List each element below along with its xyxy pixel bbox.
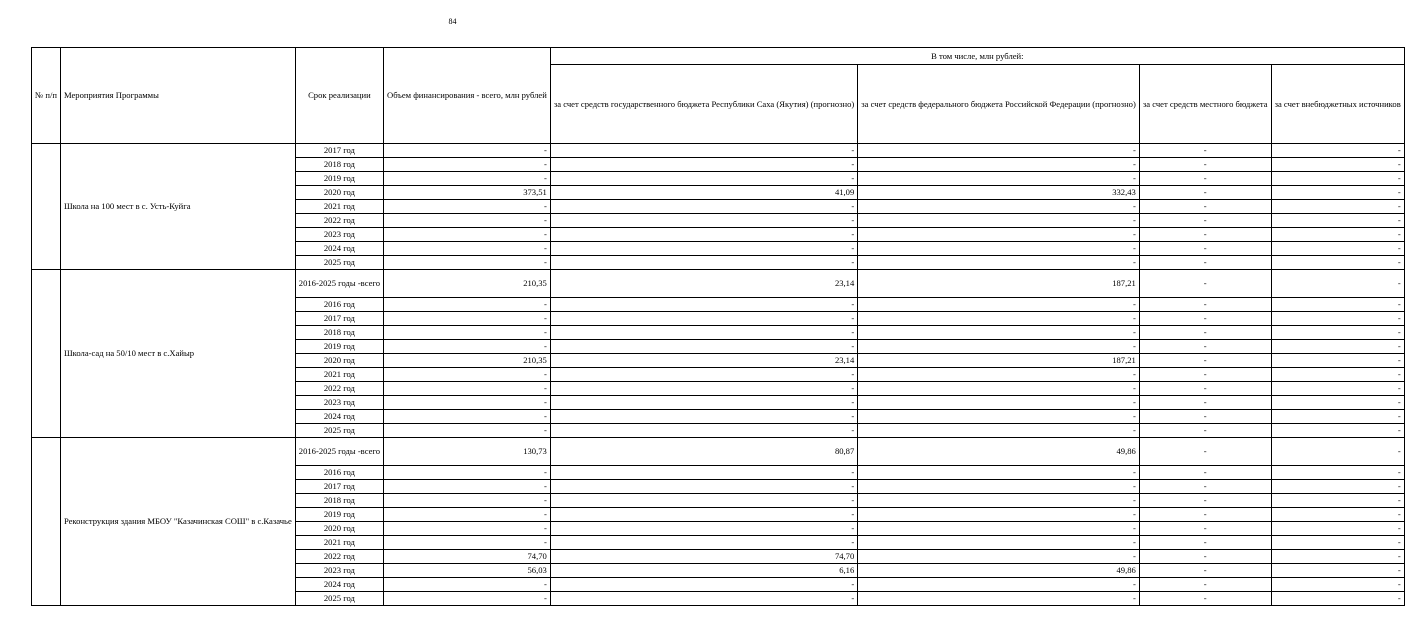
local-budget-cell: - xyxy=(1139,480,1271,494)
period-cell: 2017 год xyxy=(295,144,383,158)
total-cell: - xyxy=(384,298,551,312)
total-cell: - xyxy=(384,200,551,214)
state-budget-cell: - xyxy=(550,410,857,424)
extra-budget-cell: - xyxy=(1271,424,1404,438)
header-including: В том числе, млн рублей: xyxy=(550,48,1404,65)
extra-budget-cell: - xyxy=(1271,326,1404,340)
federal-budget-cell: - xyxy=(858,424,1140,438)
local-budget-cell: - xyxy=(1139,186,1271,200)
extra-budget-cell: - xyxy=(1271,256,1404,270)
federal-budget-cell: - xyxy=(858,158,1140,172)
federal-budget-cell: - xyxy=(858,340,1140,354)
federal-budget-cell: - xyxy=(858,382,1140,396)
header-total: Объем финансирования - всего, млн рублей xyxy=(384,48,551,144)
period-cell: 2017 год xyxy=(295,312,383,326)
period-cell: 2018 год xyxy=(295,158,383,172)
extra-budget-cell: - xyxy=(1271,480,1404,494)
state-budget-cell: 6,16 xyxy=(550,564,857,578)
federal-budget-cell: - xyxy=(858,242,1140,256)
state-budget-cell: 74,70 xyxy=(550,550,857,564)
extra-budget-cell: - xyxy=(1271,396,1404,410)
local-budget-cell: - xyxy=(1139,396,1271,410)
period-cell: 2025 год xyxy=(295,424,383,438)
local-budget-cell: - xyxy=(1139,144,1271,158)
total-cell: - xyxy=(384,592,551,606)
local-budget-cell: - xyxy=(1139,354,1271,368)
state-budget-cell: 23,14 xyxy=(550,354,857,368)
federal-budget-cell: 187,21 xyxy=(858,354,1140,368)
state-budget-cell: 41,09 xyxy=(550,186,857,200)
local-budget-cell: - xyxy=(1139,410,1271,424)
period-cell: 2023 год xyxy=(295,396,383,410)
extra-budget-cell: - xyxy=(1271,312,1404,326)
extra-budget-cell: - xyxy=(1271,270,1404,298)
local-budget-cell: - xyxy=(1139,522,1271,536)
period-cell: 2022 год xyxy=(295,214,383,228)
period-cell: 2018 год xyxy=(295,326,383,340)
local-budget-cell: - xyxy=(1139,382,1271,396)
state-budget-cell: - xyxy=(550,312,857,326)
total-cell: - xyxy=(384,410,551,424)
local-budget-cell: - xyxy=(1139,214,1271,228)
extra-budget-cell: - xyxy=(1271,536,1404,550)
federal-budget-cell: - xyxy=(858,410,1140,424)
state-budget-cell: 80,87 xyxy=(550,438,857,466)
period-cell: 2024 год xyxy=(295,578,383,592)
federal-budget-cell: 332,43 xyxy=(858,186,1140,200)
total-cell: - xyxy=(384,368,551,382)
total-cell: 74,70 xyxy=(384,550,551,564)
state-budget-cell: - xyxy=(550,494,857,508)
period-cell: 2016-2025 годы -всего xyxy=(295,270,383,298)
period-cell: 2023 год xyxy=(295,564,383,578)
page-number: 84 xyxy=(448,17,457,26)
local-budget-cell: - xyxy=(1139,228,1271,242)
extra-budget-cell: - xyxy=(1271,172,1404,186)
state-budget-cell: 23,14 xyxy=(550,270,857,298)
period-cell: 2022 год xyxy=(295,550,383,564)
state-budget-cell: - xyxy=(550,158,857,172)
federal-budget-cell: 187,21 xyxy=(858,270,1140,298)
period-cell: 2022 год xyxy=(295,382,383,396)
local-budget-cell: - xyxy=(1139,578,1271,592)
total-cell: - xyxy=(384,340,551,354)
funding-table xyxy=(31,47,1405,606)
total-cell: 210,35 xyxy=(384,270,551,298)
period-cell: 2023 год xyxy=(295,228,383,242)
state-budget-cell: - xyxy=(550,508,857,522)
local-budget-cell: - xyxy=(1139,200,1271,214)
total-cell: - xyxy=(384,536,551,550)
federal-budget-cell: - xyxy=(858,480,1140,494)
extra-budget-cell: - xyxy=(1271,158,1404,172)
local-budget-cell: - xyxy=(1139,340,1271,354)
summary-row xyxy=(32,438,1405,466)
total-cell: - xyxy=(384,466,551,480)
state-budget-cell: - xyxy=(550,522,857,536)
total-cell: - xyxy=(384,228,551,242)
period-cell: 2021 год xyxy=(295,368,383,382)
local-budget-cell: - xyxy=(1139,550,1271,564)
extra-budget-cell: - xyxy=(1271,466,1404,480)
total-cell: - xyxy=(384,214,551,228)
local-budget-cell: - xyxy=(1139,564,1271,578)
table-row xyxy=(32,144,1405,158)
federal-budget-cell: - xyxy=(858,592,1140,606)
extra-budget-cell: - xyxy=(1271,382,1404,396)
period-cell: 2016-2025 годы -всего xyxy=(295,438,383,466)
period-cell: 2016 год xyxy=(295,298,383,312)
total-cell: 130,73 xyxy=(384,438,551,466)
period-cell: 2024 год xyxy=(295,242,383,256)
federal-budget-cell: - xyxy=(858,396,1140,410)
period-cell: 2019 год xyxy=(295,508,383,522)
total-cell: - xyxy=(384,522,551,536)
state-budget-cell: - xyxy=(550,326,857,340)
extra-budget-cell: - xyxy=(1271,592,1404,606)
activity-name-cell: Школа на 100 мест в с. Усть-Куйга xyxy=(60,144,295,270)
total-cell: - xyxy=(384,172,551,186)
extra-budget-cell: - xyxy=(1271,242,1404,256)
state-budget-cell: - xyxy=(550,396,857,410)
total-cell: - xyxy=(384,256,551,270)
federal-budget-cell: 49,86 xyxy=(858,564,1140,578)
total-cell: - xyxy=(384,578,551,592)
federal-budget-cell: - xyxy=(858,200,1140,214)
summary-row xyxy=(32,270,1405,298)
state-budget-cell: - xyxy=(550,340,857,354)
row-number-cell xyxy=(32,144,61,270)
local-budget-cell: - xyxy=(1139,312,1271,326)
total-cell: - xyxy=(384,424,551,438)
total-cell: - xyxy=(384,508,551,522)
extra-budget-cell: - xyxy=(1271,564,1404,578)
local-budget-cell: - xyxy=(1139,298,1271,312)
state-budget-cell: - xyxy=(550,144,857,158)
header-state-budget: за счет средств государственного бюджета Республики Саха (Якутия) (прогнозно) xyxy=(550,65,857,144)
total-cell: - xyxy=(384,326,551,340)
total-cell: - xyxy=(384,144,551,158)
local-budget-cell: - xyxy=(1139,592,1271,606)
federal-budget-cell: - xyxy=(858,298,1140,312)
local-budget-cell: - xyxy=(1139,270,1271,298)
extra-budget-cell: - xyxy=(1271,522,1404,536)
period-cell: 2016 год xyxy=(295,466,383,480)
state-budget-cell: - xyxy=(550,298,857,312)
local-budget-cell: - xyxy=(1139,172,1271,186)
period-cell: 2025 год xyxy=(295,256,383,270)
local-budget-cell: - xyxy=(1139,158,1271,172)
local-budget-cell: - xyxy=(1139,466,1271,480)
extra-budget-cell: - xyxy=(1271,368,1404,382)
total-cell: - xyxy=(384,312,551,326)
total-cell: - xyxy=(384,242,551,256)
total-cell: - xyxy=(384,396,551,410)
period-cell: 2019 год xyxy=(295,172,383,186)
extra-budget-cell: - xyxy=(1271,228,1404,242)
federal-budget-cell: - xyxy=(858,536,1140,550)
period-cell: 2019 год xyxy=(295,340,383,354)
header-number: № п/п xyxy=(32,48,61,144)
federal-budget-cell: - xyxy=(858,144,1140,158)
state-budget-cell: - xyxy=(550,242,857,256)
extra-budget-cell: - xyxy=(1271,340,1404,354)
extra-budget-cell: - xyxy=(1271,200,1404,214)
extra-budget-cell: - xyxy=(1271,438,1404,466)
total-cell: - xyxy=(384,382,551,396)
federal-budget-cell: - xyxy=(858,326,1140,340)
extra-budget-cell: - xyxy=(1271,508,1404,522)
federal-budget-cell: - xyxy=(858,494,1140,508)
row-number-cell xyxy=(32,438,61,606)
header-activity: Мероприятия Программы xyxy=(60,48,295,144)
state-budget-cell: - xyxy=(550,256,857,270)
extra-budget-cell: - xyxy=(1271,550,1404,564)
state-budget-cell: - xyxy=(550,214,857,228)
federal-budget-cell: - xyxy=(858,550,1140,564)
state-budget-cell: - xyxy=(550,592,857,606)
extra-budget-cell: - xyxy=(1271,494,1404,508)
state-budget-cell: - xyxy=(550,466,857,480)
period-cell: 2017 год xyxy=(295,480,383,494)
local-budget-cell: - xyxy=(1139,242,1271,256)
local-budget-cell: - xyxy=(1139,508,1271,522)
local-budget-cell: - xyxy=(1139,368,1271,382)
extra-budget-cell: - xyxy=(1271,578,1404,592)
federal-budget-cell: 49,86 xyxy=(858,438,1140,466)
header-local-budget: за счет средств местного бюджета xyxy=(1139,65,1271,144)
state-budget-cell: - xyxy=(550,200,857,214)
federal-budget-cell: - xyxy=(858,522,1140,536)
header-federal-budget: за счет средств федерального бюджета Российской Федерации (прогнозно) xyxy=(858,65,1140,144)
period-cell: 2024 год xyxy=(295,410,383,424)
state-budget-cell: - xyxy=(550,536,857,550)
local-budget-cell: - xyxy=(1139,256,1271,270)
table-header xyxy=(32,48,1405,144)
total-cell: 56,03 xyxy=(384,564,551,578)
period-cell: 2020 год xyxy=(295,522,383,536)
local-budget-cell: - xyxy=(1139,536,1271,550)
table-body xyxy=(32,144,1405,606)
activity-name-cell: Школа-сад на 50/10 мест в с.Хайыр xyxy=(60,270,295,438)
federal-budget-cell: - xyxy=(858,368,1140,382)
federal-budget-cell: - xyxy=(858,256,1140,270)
state-budget-cell: - xyxy=(550,480,857,494)
federal-budget-cell: - xyxy=(858,508,1140,522)
state-budget-cell: - xyxy=(550,368,857,382)
total-cell: - xyxy=(384,480,551,494)
period-cell: 2021 год xyxy=(295,200,383,214)
state-budget-cell: - xyxy=(550,172,857,186)
state-budget-cell: - xyxy=(550,382,857,396)
extra-budget-cell: - xyxy=(1271,214,1404,228)
total-cell: - xyxy=(384,494,551,508)
extra-budget-cell: - xyxy=(1271,354,1404,368)
period-cell: 2021 год xyxy=(295,536,383,550)
local-budget-cell: - xyxy=(1139,438,1271,466)
local-budget-cell: - xyxy=(1139,494,1271,508)
header-period: Срок реализации xyxy=(295,48,383,144)
federal-budget-cell: - xyxy=(858,228,1140,242)
total-cell: - xyxy=(384,158,551,172)
header-extra-budget: за счет внебюджетных источников xyxy=(1271,65,1404,144)
extra-budget-cell: - xyxy=(1271,144,1404,158)
local-budget-cell: - xyxy=(1139,326,1271,340)
federal-budget-cell: - xyxy=(858,312,1140,326)
extra-budget-cell: - xyxy=(1271,410,1404,424)
period-cell: 2020 год xyxy=(295,354,383,368)
total-cell: 373,51 xyxy=(384,186,551,200)
row-number-cell xyxy=(32,270,61,438)
local-budget-cell: - xyxy=(1139,424,1271,438)
period-cell: 2025 год xyxy=(295,592,383,606)
federal-budget-cell: - xyxy=(858,466,1140,480)
federal-budget-cell: - xyxy=(858,172,1140,186)
federal-budget-cell: - xyxy=(858,578,1140,592)
federal-budget-cell: - xyxy=(858,214,1140,228)
extra-budget-cell: - xyxy=(1271,298,1404,312)
total-cell: 210,35 xyxy=(384,354,551,368)
state-budget-cell: - xyxy=(550,424,857,438)
state-budget-cell: - xyxy=(550,228,857,242)
period-cell: 2020 год xyxy=(295,186,383,200)
extra-budget-cell: - xyxy=(1271,186,1404,200)
activity-name-cell: Реконструкция здания МБОУ "Казачинская СОШ" в с.Казачье xyxy=(60,438,295,606)
state-budget-cell: - xyxy=(550,578,857,592)
period-cell: 2018 год xyxy=(295,494,383,508)
